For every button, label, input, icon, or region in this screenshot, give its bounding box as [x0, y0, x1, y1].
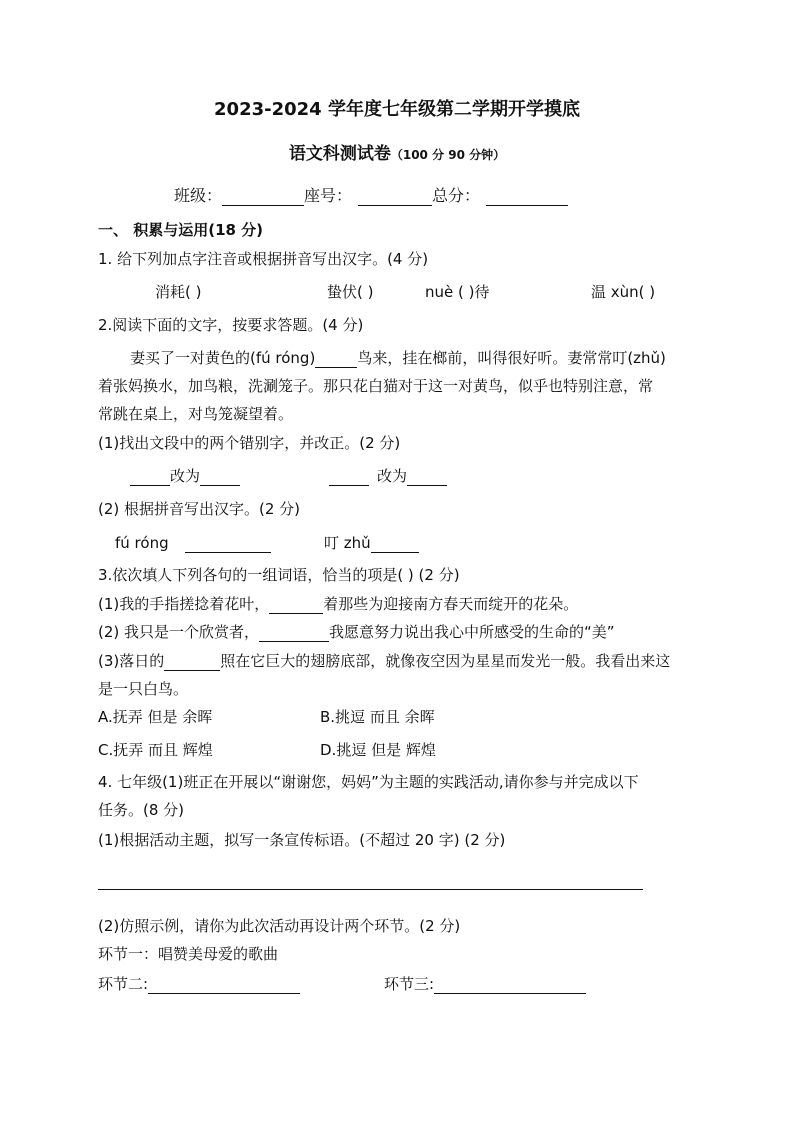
wrong-char-blank[interactable]: [130, 469, 170, 486]
q1-item-1: 消耗( ): [155, 283, 202, 301]
section-heading: 一、 积累与运用(18 分): [98, 221, 264, 239]
q2-passage-line-1: [130, 348, 666, 368]
q2-passage-line-2: 着张妈换水，加鸟粮，洗涮笼子。那只花白猫对于这一对黄鸟，似乎也特别注意，常: [98, 377, 654, 395]
q3-sentence-3-cont: 是一只白鸟。: [98, 680, 189, 698]
exam-title: 2023-2024 学年度七年级第二学期开学摸底: [214, 99, 580, 120]
q3-option-c[interactable]: C.抚弄 而且 辉煌: [98, 741, 213, 759]
pinyin-label: fú róng: [115, 534, 169, 552]
q4-stem-line-1: 4. 七年级(1)班正在开展以“谢谢您，妈妈”为主题的实践活动,请你参与并完成以下: [98, 773, 639, 791]
q3-sentence-3: [98, 651, 670, 671]
info-line: [174, 186, 568, 206]
sentence-text: (2) 我只是一个欣赏者，: [98, 623, 260, 641]
q2-passage-line-3: 常跳在桌上，对鸟笼凝望着。: [98, 405, 294, 423]
class-blank[interactable]: [222, 189, 304, 206]
q3-stem: 3.依次填人下列各句的一组词语，恰当的项是( ) (2 分): [98, 566, 460, 584]
q3-option-d[interactable]: D.挑逗 但是 辉煌: [320, 741, 436, 759]
correct-char-blank[interactable]: [407, 469, 447, 486]
sentence-text: 照在它巨大的翅膀底部，就像夜空因为星星而发光一般。我看出来这: [220, 652, 671, 670]
score-label: 总分：: [432, 186, 481, 205]
passage-text: 妻买了一对黄色的(fú róng): [130, 349, 316, 367]
sentence-blank[interactable]: [259, 625, 329, 642]
pinyin-answer-blank[interactable]: [185, 536, 271, 553]
pinyin-label: 叮 zhǔ: [324, 534, 371, 552]
q1-item-3: nuè ( )待: [425, 283, 490, 301]
step-label: 环节三:: [384, 975, 435, 993]
q1-item-2: 蛰伏( ): [327, 283, 374, 301]
q4-sub1: (1)根据活动主题，拟写一条宣传标语。(不超过 20 字) (2 分): [98, 831, 506, 849]
wrong-char-blank[interactable]: [329, 469, 369, 486]
change-to-label: 改为: [377, 467, 408, 485]
q2-pinyin-2: [324, 533, 419, 553]
change-to-label: 改为: [170, 467, 201, 485]
subtitle-main: 语文科测试卷: [288, 144, 391, 164]
correct-char-blank[interactable]: [200, 469, 240, 486]
q3-sentence-2: [98, 622, 615, 642]
q4-step-2: [98, 974, 300, 994]
q1-stem: 1. 给下列加点字注音或根据拼音写出汉字。(4 分): [98, 250, 429, 268]
pinyin-answer-blank[interactable]: [371, 536, 419, 553]
step-label: 环节二:: [98, 975, 149, 993]
q4-sub2: (2)仿照示例，请你为此次活动再设计两个环节。(2 分): [98, 917, 461, 935]
q4-step-3: [384, 974, 586, 994]
score-blank[interactable]: [486, 189, 568, 206]
q2-pinyin-1: [115, 533, 271, 553]
seat-blank[interactable]: [358, 189, 432, 206]
q3-option-b[interactable]: B.挑逗 而且 余晖: [320, 708, 435, 726]
sentence-blank[interactable]: [164, 654, 220, 671]
sentence-blank[interactable]: [269, 597, 323, 614]
q2-sub1: (1)找出文段中的两个错别字，并改正。(2 分): [98, 434, 401, 452]
step-answer-blank[interactable]: [434, 977, 586, 994]
q1-item-4: 温 xùn( ): [591, 283, 656, 301]
q2-sub2: (2) 根据拼音写出汉字。(2 分): [98, 500, 301, 518]
sentence-text: 我愿意努力说出我心中所感受的生命的“美”: [329, 623, 615, 641]
q4-stem-line-2: 任务。(8 分): [98, 801, 185, 819]
q2-correction-2: [329, 466, 447, 486]
passage-blank: [315, 351, 357, 368]
slogan-answer-line[interactable]: [98, 889, 643, 890]
q4-example: 环节一：唱赞美母爱的歌曲: [98, 945, 279, 963]
step-answer-blank[interactable]: [148, 977, 300, 994]
q3-option-a[interactable]: A.抚弄 但是 余晖: [98, 708, 213, 726]
sentence-text: 着那些为迎接南方春天而绽开的花朵。: [323, 595, 579, 613]
q3-sentence-1: [98, 594, 578, 614]
subtitle-note: （100 分 90 分钟）: [390, 148, 506, 162]
exam-subtitle: [0, 144, 794, 165]
sentence-text: (3)落日的: [98, 652, 165, 670]
passage-text: 鸟来，挂在榔前，叫得很好听。妻常常叮(zhǔ): [357, 349, 666, 367]
q2-correction-1: [130, 466, 240, 486]
q2-stem: 2.阅读下面的文字，按要求答题。(4 分): [98, 316, 364, 334]
seat-label: 座号：: [304, 186, 353, 205]
class-label: 班级：: [174, 186, 223, 205]
sentence-text: (1)我的手指搓捻着花叶，: [98, 595, 270, 613]
